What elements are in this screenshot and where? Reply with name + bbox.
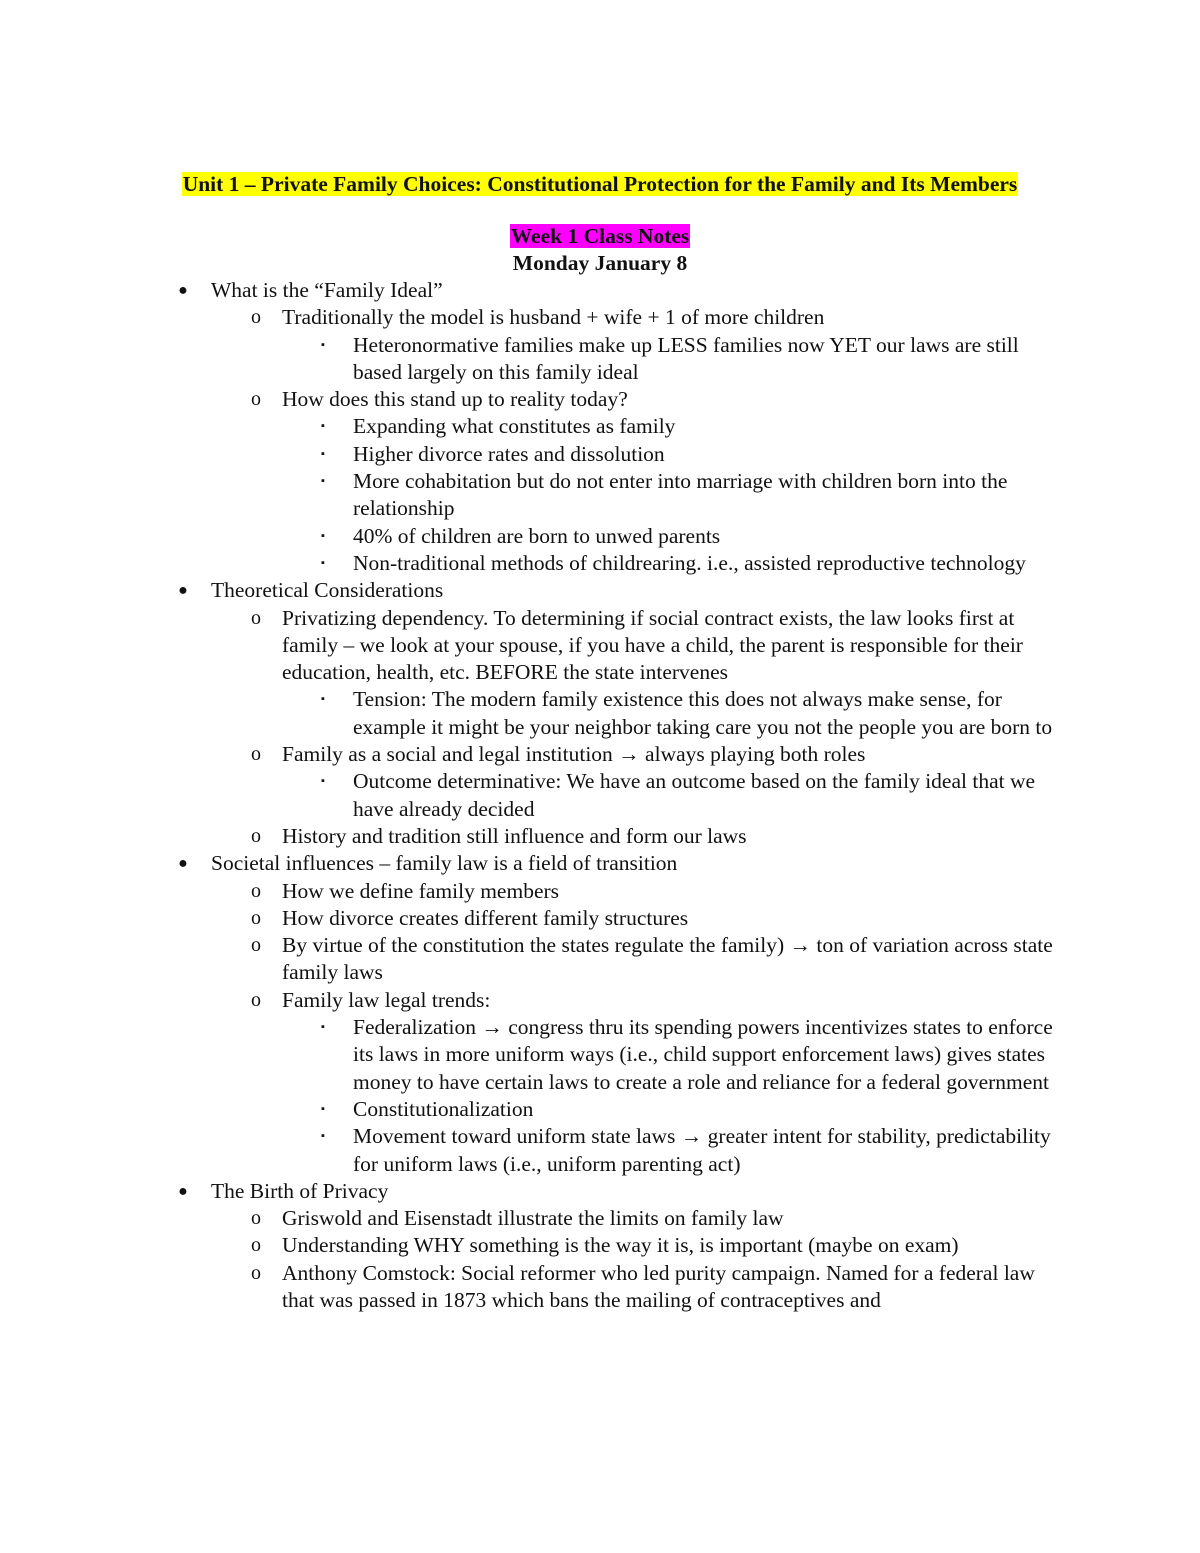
outline-item-level-2 [211,1260,1057,1315]
square-bullet-icon: ▪ [321,420,325,433]
hollow-o-bullet-icon: o [251,906,261,929]
outline-item-text: Understanding WHY something is the way it is, is important (maybe on exam) [282,1233,959,1258]
square-bullet-icon: ▪ [321,529,325,542]
outline-sublist [143,304,1057,577]
outline-item-text: Non-traditional methods of childrearing. i.e., assisted reproductive technology [353,550,1026,575]
outline-item-level-1 [143,1178,1057,1314]
outline-item-level-3 [282,1123,1057,1178]
outline-item-text: What is the “Family Ideal” [211,278,443,302]
outline-item-text: More cohabitation but do not enter into marriage with children born into the relationship [353,469,1008,521]
hollow-o-bullet-icon: o [251,1234,261,1257]
outline-item-text: 40% of children are born to unwed parents [353,523,721,548]
outline-item-text: Federalization → congress thru its spending powers incentivizes states to enforce its laws in more uniform ways (i.e., child support enforcement laws) gives states money to have certain laws to create a role and reliance for a federal government [353,1015,1053,1094]
outline-item-level-2 [211,605,1057,741]
hollow-o-bullet-icon: o [251,1207,261,1230]
outline-item-text: Tension: The modern family existence this does not always make sense, for example it might be your neighbor taking care you not the people you are born to [353,687,1053,739]
square-bullet-icon: ▪ [321,556,325,569]
outline-item-level-2 [211,987,1057,1178]
outline-item-level-3 [282,1096,1057,1123]
square-bullet-icon: ▪ [321,693,325,706]
hollow-o-bullet-icon: o [251,879,261,902]
outline-item-level-2 [211,1205,1057,1232]
outline-item-level-2 [211,878,1057,905]
notes-outline [143,277,1057,1314]
outline-item-level-1 [143,850,1057,1178]
outline-item-text: Anthony Comstock: Social reformer who led purity campaign. Named for a federal law that was passed in 1873 which bans the mailing of contraceptives and [282,1260,1035,1312]
outline-item-level-3 [282,332,1057,387]
outline-item-text: The Birth of Privacy [211,1178,389,1203]
outline-item-level-3 [282,686,1057,741]
outline-item-text: How divorce creates different family structures [282,905,689,930]
hollow-o-bullet-icon: o [251,824,261,847]
outline-item-text: Privatizing dependency. To determining if social contract exists, the law looks first at family – we look at your spouse, if you have a child, the parent is responsible for their education, health, etc. BEFORE the state intervenes [282,605,1023,685]
unit-title [143,170,1057,198]
outline-item-level-3 [282,768,1057,823]
square-bullet-icon: ▪ [321,775,325,788]
outline-sublist [211,332,1057,387]
filled-circle-bullet-icon: ● [178,855,188,873]
outline-item-text: History and tradition still influence and form our laws [282,823,747,848]
week-title-text: Week 1 Class Notes [510,224,690,248]
outline-item-level-3 [282,468,1057,523]
square-bullet-icon: ▪ [321,1102,325,1115]
hollow-o-bullet-icon: o [251,306,261,329]
outline-item-text: Family as a social and legal institution → always playing both roles [282,742,866,767]
outline-item-text: How we define family members [282,878,560,903]
outline-sublist [211,1014,1057,1178]
unit-title-text: Unit 1 – Private Family Choices: Constitutional Protection for the Family and Its Members [182,172,1018,196]
outline-item-level-3 [282,523,1057,550]
outline-item-text: By virtue of the constitution the states regulate the family) → ton of variation across state family laws [282,933,1053,985]
filled-circle-bullet-icon: ● [178,582,188,600]
filled-circle-bullet-icon: ● [178,282,188,299]
outline-item-level-2 [211,932,1057,987]
hollow-o-bullet-icon: o [251,988,261,1011]
outline-item-text: Expanding what constitutes as family [353,414,676,439]
outline-sublist [211,768,1057,823]
date-title: Monday January 8 [512,251,688,275]
outline-item-text: Societal influences – family law is a field of transition [211,851,678,876]
hollow-o-bullet-icon: o [251,743,261,766]
outline-item-text: How does this stand up to reality today? [282,387,628,412]
outline-item-text: Family law legal trends: [282,987,491,1012]
outline-item-level-2 [211,741,1057,823]
outline-item-text: Constitutionalization [353,1096,534,1121]
outline-item-text: Outcome determinative: We have an outcome based on the family ideal that we have already decided [353,769,1036,821]
outline-item-level-2 [211,304,1057,386]
outline-sublist [211,413,1057,577]
outline-item-level-3 [282,550,1057,577]
outline-item-text: Movement toward uniform state laws → greater intent for stability, predictability for uniform laws (i.e., uniform parenting act) [353,1124,1051,1176]
outline-item-text: Griswold and Eisenstadt illustrate the limits on family law [282,1206,784,1231]
outline-sublist [211,686,1057,741]
hollow-o-bullet-icon: o [251,934,261,957]
outline-item-level-2 [211,905,1057,932]
outline-sublist [143,605,1057,851]
outline-sublist [143,1205,1057,1314]
hollow-o-bullet-icon: o [251,388,261,411]
outline-item-level-2 [211,823,1057,850]
outline-item-text: Theoretical Considerations [211,578,444,603]
outline-item-text: Heteronormative families make up LESS families now YET our laws are still based largely on this family ideal [353,332,1019,384]
outline-item-level-2 [211,386,1057,577]
square-bullet-icon: ▪ [321,475,325,488]
outline-sublist [143,878,1057,1178]
hollow-o-bullet-icon: o [251,606,261,629]
square-bullet-icon: ▪ [321,338,325,351]
outline-item-text: Higher divorce rates and dissolution [353,441,665,466]
outline-item-level-3 [282,1014,1057,1096]
square-bullet-icon: ▪ [321,1021,325,1034]
outline-item-level-3 [282,441,1057,468]
hollow-o-bullet-icon: o [251,1261,261,1284]
outline-item-level-2 [211,1232,1057,1259]
square-bullet-icon: ▪ [321,447,325,460]
outline-item-level-3 [282,413,1057,440]
outline-item-level-1 [143,577,1057,850]
outline-item-level-1 [143,277,1057,577]
outline-item-text: Traditionally the model is husband + wife + 1 of more children [282,305,825,330]
filled-circle-bullet-icon: ● [178,1182,188,1200]
square-bullet-icon: ▪ [321,1130,325,1143]
week-title [143,222,1057,250]
